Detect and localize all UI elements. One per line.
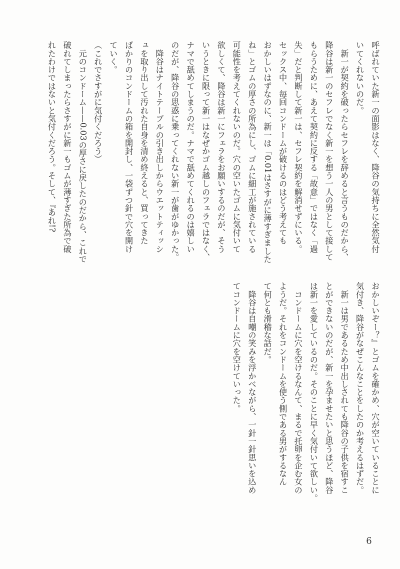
lower-text-column: とができないのだが、新一を孕ませたいと思うほど、降谷	[324, 282, 335, 494]
upper-text-column: ナマで舐めてしまうのだ。ナマで舐めてくれるのは嬉しい	[186, 41, 197, 253]
upper-text-column: おかしいはずなのに、新一は「0.01はさすがに薄すぎました	[263, 41, 274, 263]
upper-text-column: もらうために、あえて契約に反する「故意」ではなく「過	[309, 41, 320, 253]
upper-text-column: 可能性を考えてくれないのだ。穴の空いたゴムに気付いて	[232, 41, 243, 253]
lower-text-column: ようだ。それをコンドームを使う側である男がするなん	[278, 282, 289, 486]
upper-text-column: いてくれないのだ。	[355, 41, 366, 115]
lower-text-column: 降谷は自嘲の笑みを浮かべながら、一針一針思いを込め	[247, 282, 258, 494]
lower-text-column: 新一は男であるため中出しされても降谷の子供を宿すこ	[340, 282, 351, 494]
upper-text-column: 呼ばれていた新一の面影はなく、降谷の気持ちに全然気付	[371, 41, 381, 253]
upper-text-column: 新一が契約を破ったらセフレを辞めると言うものだから、	[340, 41, 351, 262]
upper-text-column: 元のコンドーム——0.03の厚さに戻したのだから、これで	[78, 41, 89, 263]
lower-text-column: てコンドームに穴を空けていった。	[232, 282, 243, 413]
upper-text-column: のだが、降谷の思惑に乗ってくれない新一が歯がゆかった。	[170, 41, 181, 262]
upper-text-column: いうときに限って新一はなぜかゴム越しのフェラではなく、	[201, 41, 212, 262]
upper-text-column: ていく。	[109, 41, 120, 74]
upper-text-column: 降谷はナイトテーブルの引き出しからウエットティッシ	[155, 41, 166, 253]
lower-text-block	[227, 282, 383, 508]
upper-text-column: ね」とゴムの厚さの所為にし、ゴムに細工が施されている	[247, 41, 258, 253]
upper-text-column: れたわけではないと気付くだろう。そして、『あれ!?	[47, 41, 58, 233]
lower-text-column: は新一を愛しているのだ。そのことに早く気付いて欲しい。	[309, 282, 320, 503]
upper-text-column: （これでさすがに気付くだろう）	[93, 41, 104, 164]
lower-text-column: おかしいぞー？』とゴムを確かめ、穴が空いていることに	[371, 282, 381, 494]
lower-text-column: て何とも滑稽な話だ。	[263, 282, 274, 364]
page-number: 6	[366, 537, 372, 547]
upper-text-block	[43, 41, 383, 265]
lower-text-column: コンドームに穴を空けるなんて、まるで托卵を企む女の	[293, 282, 304, 494]
lower-text-column: 気付き、降谷がなぜこんなことをしたのか考えるはずだ。	[355, 282, 366, 494]
upper-text-column: 失」だと判断して新一は、セフレ契約を解消せずにいる。	[293, 41, 304, 253]
upper-text-column: 破れてしまったらさすがに新一もゴムが薄すぎた所為で破	[62, 41, 73, 253]
upper-text-column: ュを取り出して汚れた自身を清め終えると、買ってきた	[139, 41, 150, 245]
upper-text-column: 欲しくて、降谷は新一にフェラをお願いするのだが、そう	[216, 41, 227, 253]
upper-text-column: 降谷は新一のセフレでなく新一を想う一人の男として接して	[324, 41, 335, 262]
upper-text-column: セックス中、毎回コンドームが破けるのはどう考えても	[278, 41, 289, 245]
upper-text-column: ばかりのコンドームの箱を開封し、一袋ずつ針で穴を開け	[124, 41, 135, 253]
